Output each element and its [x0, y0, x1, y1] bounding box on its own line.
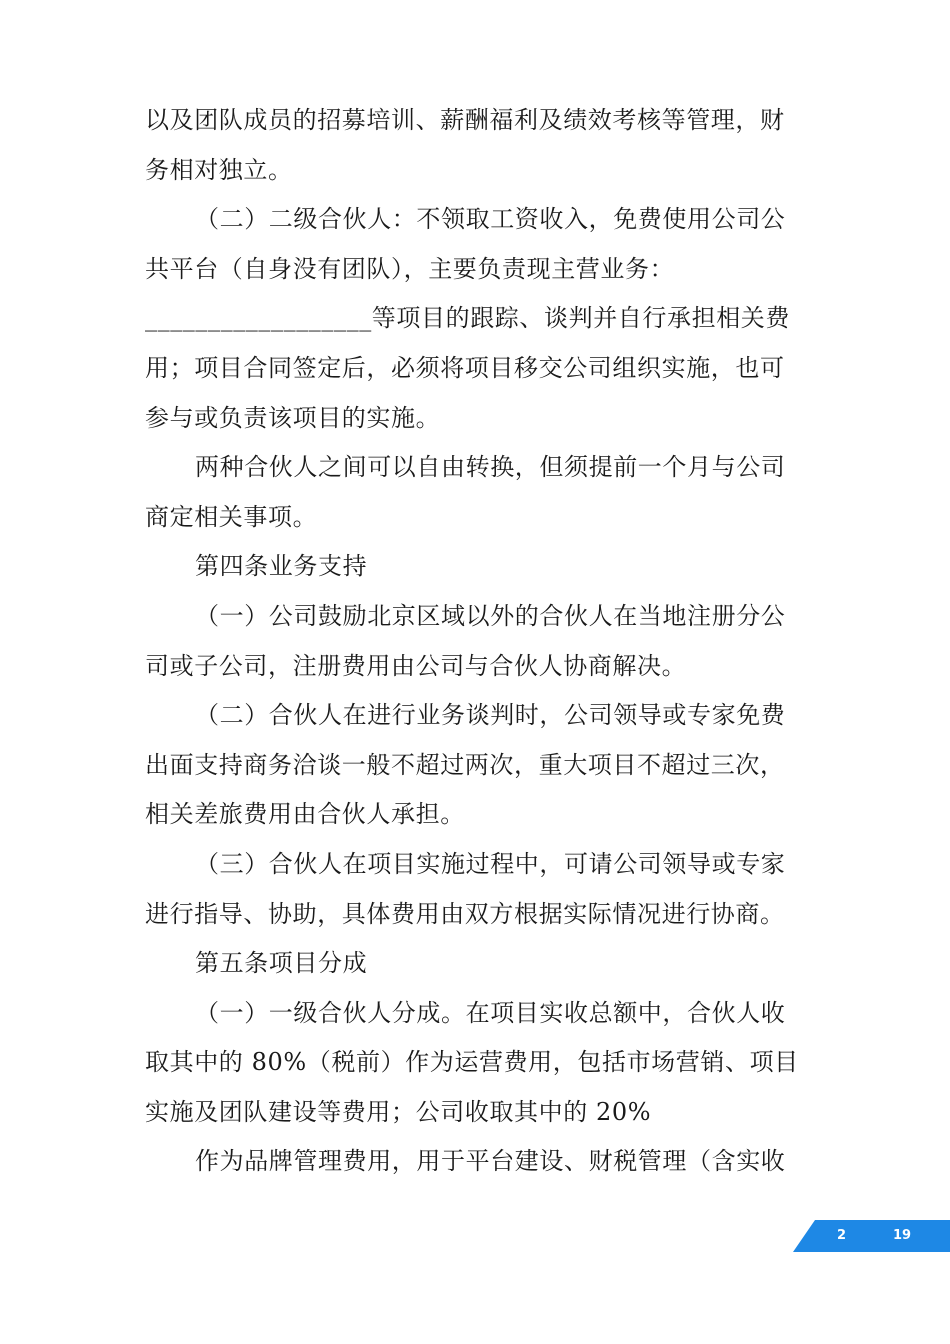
text-line: 务相对独立。 — [145, 155, 293, 184]
text-line: （一）公司鼓励北京区域以外的合伙人在当地注册分公 — [195, 601, 786, 630]
text-line-blank-field: __________________等项目的跟踪、谈判并自行承担相关费 — [145, 304, 790, 333]
text-line: 以及团队成员的招募培训、薪酬福利及绩效考核等管理，财 — [145, 106, 785, 134]
text-line: （二）二级合伙人：不领取工资收入，免费使用公司公 — [195, 205, 786, 234]
text-line: （一）一级合伙人分成。在项目实收总额中，合伙人收 — [195, 998, 786, 1027]
text-line: 商定相关事项。 — [145, 502, 318, 531]
total-pages: 19 — [893, 1228, 912, 1243]
document-body — [145, 96, 810, 1187]
section-heading-article-5: 第五条项目分成 — [195, 949, 368, 978]
text-line: 作为品牌管理费用，用于平台建设、财税管理（含实收 — [195, 1147, 786, 1176]
text-line: 进行指导、协助，具体费用由双方根据实际情况进行协商。 — [145, 899, 785, 928]
text-line: 用；项目合同签定后，必须将项目移交公司组织实施，也可 — [145, 353, 785, 382]
section-heading-article-4: 第四条业务支持 — [195, 552, 368, 581]
page-number-badge — [793, 1220, 950, 1252]
text-line: 实施及团队建设等费用；公司收取其中的 20% — [145, 1097, 652, 1126]
text-line: 出面支持商务洽谈一般不超过两次，重大项目不超过三次， — [145, 750, 785, 779]
text-line: 共平台（自身没有团队），主要负责现主营业务： — [145, 254, 675, 283]
text-line: （三）合伙人在项目实施过程中，可请公司领导或专家 — [195, 849, 786, 878]
text-line: 司或子公司，注册费用由公司与合伙人协商解决。 — [145, 651, 687, 680]
text-line: （二）合伙人在进行业务谈判时，公司领导或专家免费 — [195, 701, 786, 730]
text-line: 取其中的 80%（税前）作为运营费用，包括市场营销、项目 — [145, 1048, 799, 1077]
text-line: 两种合伙人之间可以自由转换，但须提前一个月与公司 — [195, 453, 786, 482]
badge-background — [793, 1220, 950, 1252]
text-line: 参与或负责该项目的实施。 — [145, 403, 441, 432]
current-page-number: 2 — [837, 1228, 847, 1243]
text-line: 相关差旅费用由合伙人承担。 — [145, 800, 465, 829]
